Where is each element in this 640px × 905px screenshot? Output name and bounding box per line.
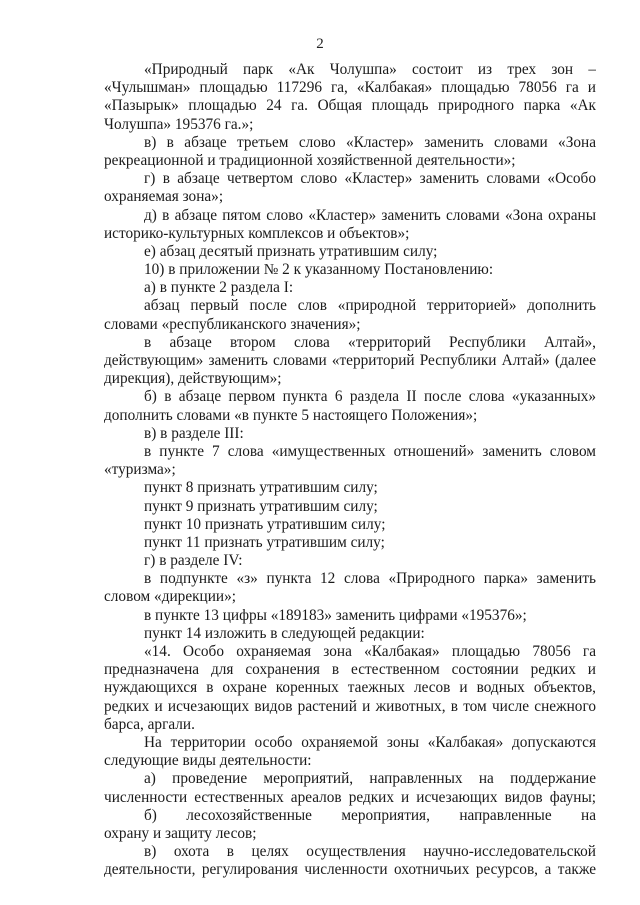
text-line: абзац первый после слов «природной территорией» дополнить <box>144 297 596 315</box>
document-body <box>104 61 596 879</box>
text-line: д) в абзаце пятом слово «Кластер» заменить словами «Зона охраны <box>144 206 596 224</box>
text-line: барса, аргали. <box>104 715 195 733</box>
text-line: «14. Особо охраняемая зона «Калбакая» площадью 78056 га <box>144 643 596 660</box>
text-line: 10) в приложении № 2 к указанному Постановлению: <box>144 261 494 279</box>
text-line: г) в разделе IV: <box>144 552 243 570</box>
text-line: дополнить словами «в пункте 5 настоящего Положения»; <box>104 406 478 424</box>
text-line: предназначена для сохранения в естественном состоянии редких и <box>104 661 596 679</box>
text-line: пункт 11 признать утратившим силу; <box>144 533 385 551</box>
text-line: деятельности, регулирования численности охотничьих ресурсов, а также <box>104 861 596 879</box>
text-line: следующие виды деятельности: <box>104 752 312 770</box>
page-number: 2 <box>316 36 324 52</box>
text-line: нуждающихся в охране коренных таежных лесов и водных объектов, <box>104 679 596 697</box>
text-line: пункт 14 изложить в следующей редакции: <box>144 624 425 642</box>
text-line: в пункте 13 цифры «189183» заменить цифрами «195376»; <box>144 606 527 624</box>
text-line: словами «республиканского значения»; <box>104 315 361 333</box>
text-line: историко-культурных комплексов и объектов»; <box>104 224 410 242</box>
text-line: «Чулышман» площадью 117296 га, «Калбакая» площадью 78056 га и <box>104 79 596 97</box>
text-line: словом «дирекции»; <box>104 588 236 606</box>
text-line: дирекция), действующим»; <box>104 370 282 388</box>
text-line: в) в абзаце третьем слово «Кластер» заменить словами «Зона <box>144 133 596 151</box>
text-line: а) проведение мероприятий, направленных на поддержание <box>144 770 596 788</box>
text-line: пункт 9 признать утратившим силу; <box>144 497 378 515</box>
text-line: Чолушпа» 195376 га.»; <box>104 115 254 133</box>
text-line: в пункте 7 слова «имущественных отношений» заменить словом <box>144 442 596 460</box>
text-line: рекреационной и традиционной хозяйственной деятельности»; <box>104 151 516 169</box>
text-line: редких и исчезающих видов растений и животных, в том числе снежного <box>104 697 596 715</box>
text-line: «Пазырык» площадью 24 га. Общая площадь природного парка «Ак <box>104 97 596 115</box>
text-line: в) в разделе III: <box>144 424 244 442</box>
text-line: На территории особо охраняемой зоны «Калбакая» допускаются <box>144 733 596 751</box>
text-line: охрану и защиту лесов; <box>104 824 257 842</box>
text-line: б) в абзаце первом пункта 6 раздела II после слова «указанных» <box>144 388 596 406</box>
text-line: в) охота в целях осуществления научно-исследовательской <box>144 843 596 861</box>
text-line: пункт 8 признать утратившим силу; <box>144 479 378 497</box>
text-line: действующим» заменить словами «территорий Республики Алтай» (далее <box>104 352 596 369</box>
text-line: охраняемая зона»; <box>104 188 224 206</box>
text-line: в абзаце втором слова «территорий Республики Алтай», <box>144 333 596 351</box>
text-line: «туризма»; <box>104 461 176 479</box>
text-line: г) в абзаце четвертом слово «Кластер» заменить словами «Особо <box>144 170 596 188</box>
text-line: б) лесохозяйственные мероприятия, направленные на <box>144 806 596 824</box>
text-line: в подпункте «з» пункта 12 слова «Природного парка» заменить <box>144 570 596 588</box>
text-line: численности естественных ареалов редких и исчезающих видов фауны; <box>104 788 596 806</box>
text-line: а) в пункте 2 раздела I: <box>144 279 294 297</box>
text-line: «Природный парк «Ак Чолушпа» состоит из трех зон – <box>144 61 596 78</box>
text-line: е) абзац десятый признать утратившим силу; <box>144 242 438 260</box>
text-line: пункт 10 признать утратившим силу; <box>144 515 386 533</box>
